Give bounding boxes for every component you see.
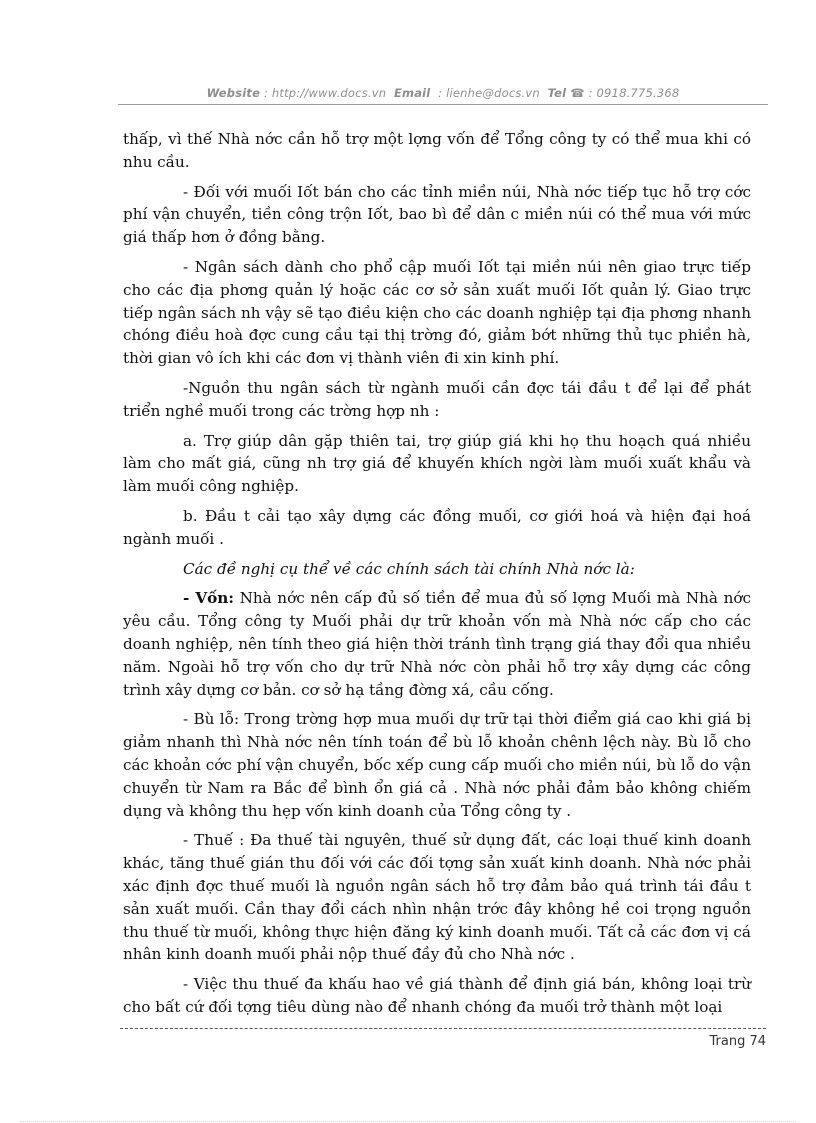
page-number: Trang 74: [709, 1034, 766, 1049]
paragraph: -Nguồn thu ngân sách từ ngành muối cần đợc tái đầu t để lại để phát triển nghề muối trong các trờng hợp nh :: [123, 378, 751, 420]
page-edge-dotted-line: [20, 1121, 796, 1122]
paragraph: - Việc thu thuế đa khấu hao về giá thành để định giá bán, không loại trừ cho bất cứ đối tợng tiêu dùng nào để nhanh chóng đa muối trở thành một loại: [123, 975, 751, 1016]
paragraph: [123, 587, 751, 701]
tel-label: Tel: [547, 86, 567, 100]
header-divider: [118, 104, 768, 105]
footer-divider: [120, 1028, 766, 1029]
paragraph: - Thuế : Đa thuế tài nguyên, thuế sử dụng đất, các loại thuế kinh doanh khác, tăng thuế gián thu đối với các đối tợng sản xuất kinh doanh. Nhà nớc phải xác định đợc thuế muối là nguồn ngân sách hỗ trợ đảm bảo quá trình tái đầu t sản xuất muối. Cần thay đổi cách nhìn nhận trớc đây không hề coi trọng nguồn thu thuế từ muối, không thực hiện đăng ký kinh doanh muối. Tất cả các đơn vị cá nhân kinh doanh muối phải nộp thuế đầy đủ cho Nhà nớc .: [123, 831, 751, 964]
email-address: : lienhe@docs.vn: [438, 86, 540, 100]
page-header: [118, 86, 768, 100]
email-label: Email: [393, 86, 431, 100]
paragraph: thấp, vì thế Nhà nớc cần hỗ trợ một lợng vốn để Tổng công ty có thể mua khi có nhu cầu.: [123, 130, 751, 171]
tel-number: ☎ : 0918.775.368: [570, 86, 680, 100]
body-text: [123, 128, 751, 1026]
paragraph: - Ngân sách dành cho phổ cập muối Iốt tại miền núi nên giao trực tiếp cho các địa phơng quản lý hoặc các cơ sở sản xuất muối Iốt quản lý. Giao trực tiếp ngân sách nh vậy sẽ tạo điều kiện cho các doanh nghiệp tại địa phơng nhanh chóng điều hoà đợc cung cầu tại thị trờng đó, giảm bớt những thủ tục phiền hà, thời gian vô ích khi các đơn vị thành viên đi xin kinh phí.: [123, 257, 751, 368]
paragraph: - Bù lỗ: Trong trờng hợp mua muối dự trữ tại thời điểm giá cao khi giá bị giảm nhanh thì Nhà nớc nên tính toán để bù lỗ khoản chênh lệch này. Bù lỗ cho các khoản cớc phí vận chuyển, bốc xếp cung cấp muối cho miền núi, bù lỗ do vận chuyển từ Nam ra Bắc để bình ổn giá cả . Nhà nớc phải đảm bảo không chiếm dụng và không thu hẹp vốn kinh doanh của Tổng công ty .: [123, 710, 751, 820]
paragraph: - Đối với muối Iốt bán cho các tỉnh miền núi, Nhà nớc tiếp tục hỗ trợ cớc phí vận chuyển, tiền công trộn Iốt, bao bì để dân c miền núi có thể mua với mức giá thấp hơn ở đồng bằng.: [123, 182, 751, 247]
section-heading: Các đề nghị cụ thể về các chính sách tài chính Nhà nớc là:: [183, 559, 635, 578]
website-url: : http://www.docs.vn: [263, 86, 387, 100]
website-label: Website: [206, 86, 261, 100]
paragraph: a. Trợ giúp dân gặp thiên tai, trợ giúp giá khi họ thu hoạch quá nhiều làm cho mất giá, cũng nh trợ giá để khuyến khích ngời làm muối xuất khẩu và làm muối công nghiệp.: [123, 431, 751, 496]
paragraph-body: Nhà nớc nên cấp đủ số tiền để mua đủ số lợng Muối mà Nhà nớc yêu cầu. Tổng công ty Muối phải dự trữ khoản vốn mà Nhà nớc cấp cho các doanh nghiệp, nên tính theo giá hiện thời tránh tình trạng giá thay đổi qua nhiều năm. Ngoài hỗ trợ vốn cho dự trữ Nhà nớc còn phải hỗ trợ xây dựng các công trình xây dựng cơ bản. cơ sở hạ tầng đờng xá, cầu cống.: [123, 589, 752, 699]
paragraph-lead: - Vốn:: [183, 589, 234, 608]
paragraph: b. Đầu t cải tạo xây dựng các đồng muối, cơ giới hoá và hiện đại hoá ngành muối .: [123, 506, 751, 548]
